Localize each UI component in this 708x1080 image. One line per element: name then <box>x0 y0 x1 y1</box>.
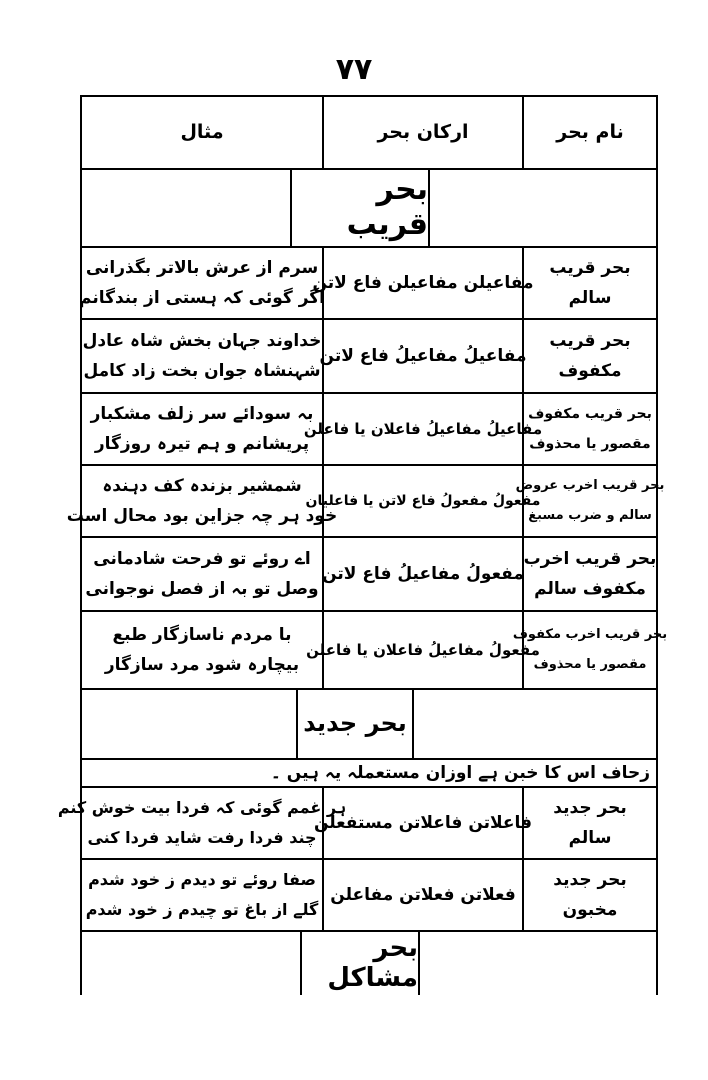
arkan-text: مفعولُ مفاعیلُ فاعلان یا فاعلن <box>306 641 540 659</box>
arkan-text: مفعولُ مفاعیلُ فاع لاتن <box>322 564 524 584</box>
arkan-text: مفاعیلن مفاعیلن فاع لاتن <box>312 273 534 293</box>
jadeed-row-1-arkan <box>313 788 533 858</box>
name-line: بحر قریب اخرب عروض <box>515 478 665 493</box>
jadeed-section-banner <box>296 688 414 758</box>
name-line: مخبون <box>562 900 618 920</box>
qarib-row-5-example <box>82 538 322 610</box>
qarib-row-4-example <box>66 466 338 536</box>
name-line: بحر جدید <box>553 798 627 818</box>
name-line: سالم <box>568 288 612 308</box>
example-line: صفا روئے تو دیدم ز خود شدم <box>88 870 316 889</box>
example-line: ہر غمم گوئی کہ فردا بیت خوش کنم <box>57 798 347 817</box>
qarib-row-6-example <box>82 612 322 688</box>
example-line: شمشیر بزندہ کف دہندہ <box>102 476 302 496</box>
qarib-section-banner <box>290 168 430 246</box>
qarib-row-2-example <box>82 320 322 392</box>
name-line: سالم و ضرب مسبغ <box>528 508 652 523</box>
jadeed-row-1-example <box>57 788 347 858</box>
arkan-text: مفعولُ مفعولُ فاع لاتن یا فاعلیان <box>305 493 541 509</box>
name-line: بحر قریب <box>549 331 631 351</box>
qarib-row-4-arkan <box>305 466 541 536</box>
qarib-row-2-name <box>524 320 656 392</box>
jadeed-note-text: زحاف اس کا خبن ہے اوزان مستعملہ یہ ہیں ۔ <box>270 763 650 783</box>
example-line: خداوند جہان بخش شاہ عادل <box>82 331 322 351</box>
qarib-row-1-arkan <box>312 248 534 318</box>
jadeed-row-2-name <box>524 860 656 930</box>
example-line: خود ہر چہ جزاین بود محال است <box>66 506 338 526</box>
name-line: بحر قریب اخرب <box>523 549 657 569</box>
example-line: اے روئے تو فرحت شادمانی <box>93 549 311 569</box>
name-line: مقصور یا محذوف <box>533 657 647 672</box>
example-line: چند فردا رفت شاید فردا کنی <box>87 828 317 847</box>
qarib-row-3-example <box>82 394 322 464</box>
jadeed-row-1-name <box>524 788 656 858</box>
example-line: بہ سودائے سر زلف مشکبار <box>90 404 314 424</box>
name-line: مکفوف سالم <box>534 579 646 599</box>
header-arkan-cell <box>324 97 522 167</box>
qarib-row-5-name <box>524 538 656 610</box>
qarib-row-2-arkan <box>319 320 527 392</box>
example-line: سرم از عرش بالاتر بگذرانی <box>85 258 319 278</box>
header-name-label: نام بحر <box>556 121 624 143</box>
qarib-row-6-name <box>512 612 668 688</box>
arkan-text: فاعلاتن فاعلاتن مستفعلن <box>313 813 533 833</box>
qarib-row-5-arkan <box>324 538 522 610</box>
example-line: بیچارہ شود مرد سازگار <box>104 655 300 675</box>
header-example-label: مثال <box>180 121 224 143</box>
arkan-text: مفاعیلُ مفاعیلُ فاعلان یا فاعلن <box>303 420 543 438</box>
qarib-row-3-arkan <box>303 394 543 464</box>
example-line: وصل تو بہ از فصل نوجوانی <box>85 579 319 599</box>
jadeed-row-2-example <box>82 860 322 930</box>
name-line: بحر قریب <box>549 258 631 278</box>
name-line: بحر قریب اخرب مکفوف <box>512 627 668 642</box>
arkan-text: مفاعیلُ مفاعیلُ فاع لاتن <box>319 346 527 366</box>
jadeed-note <box>90 758 650 786</box>
qarib-row-4-name <box>515 466 665 536</box>
example-line: پریشانم و ہم تیرہ روزگار <box>94 434 310 454</box>
qarib-row-1-name <box>524 248 656 318</box>
mushakil-section-banner <box>300 930 420 995</box>
jadeed-section-title: بحر جدید <box>303 709 407 737</box>
name-line: سالم <box>568 828 612 848</box>
qarib-row-6-arkan <box>306 612 540 688</box>
jadeed-row-2-arkan <box>324 860 522 930</box>
name-line: بحر جدید <box>553 870 627 890</box>
page-number: ۷۷ <box>335 52 373 87</box>
name-line: مقصور یا محذوف <box>529 436 651 452</box>
arkan-text: فعلاتن فعلاتن مفاعلن <box>330 885 516 905</box>
example-line: شہنشاہ جوان بخت زاد کامل <box>83 361 321 381</box>
header-name-cell <box>524 97 656 167</box>
qarib-section-title: بحر قریب <box>346 172 428 242</box>
qarib-row-1-example <box>79 248 325 318</box>
example-line: با مردم ناسازگار طبع <box>112 625 292 645</box>
header-example-cell <box>82 97 322 167</box>
example-line: اگر گوئی کہ ہستی از بندگانم <box>79 288 325 308</box>
header-arkan-label: ارکان بحر <box>377 121 469 143</box>
name-line: مکفوف <box>558 361 622 381</box>
name-line: بحر قریب مکفوف <box>528 406 652 422</box>
qarib-row-3-name <box>524 394 656 464</box>
example-line: گلے از باغ تو چیدم ز خود شدم <box>85 900 319 919</box>
mushakil-section-title: بحر مشاکل <box>327 932 418 993</box>
